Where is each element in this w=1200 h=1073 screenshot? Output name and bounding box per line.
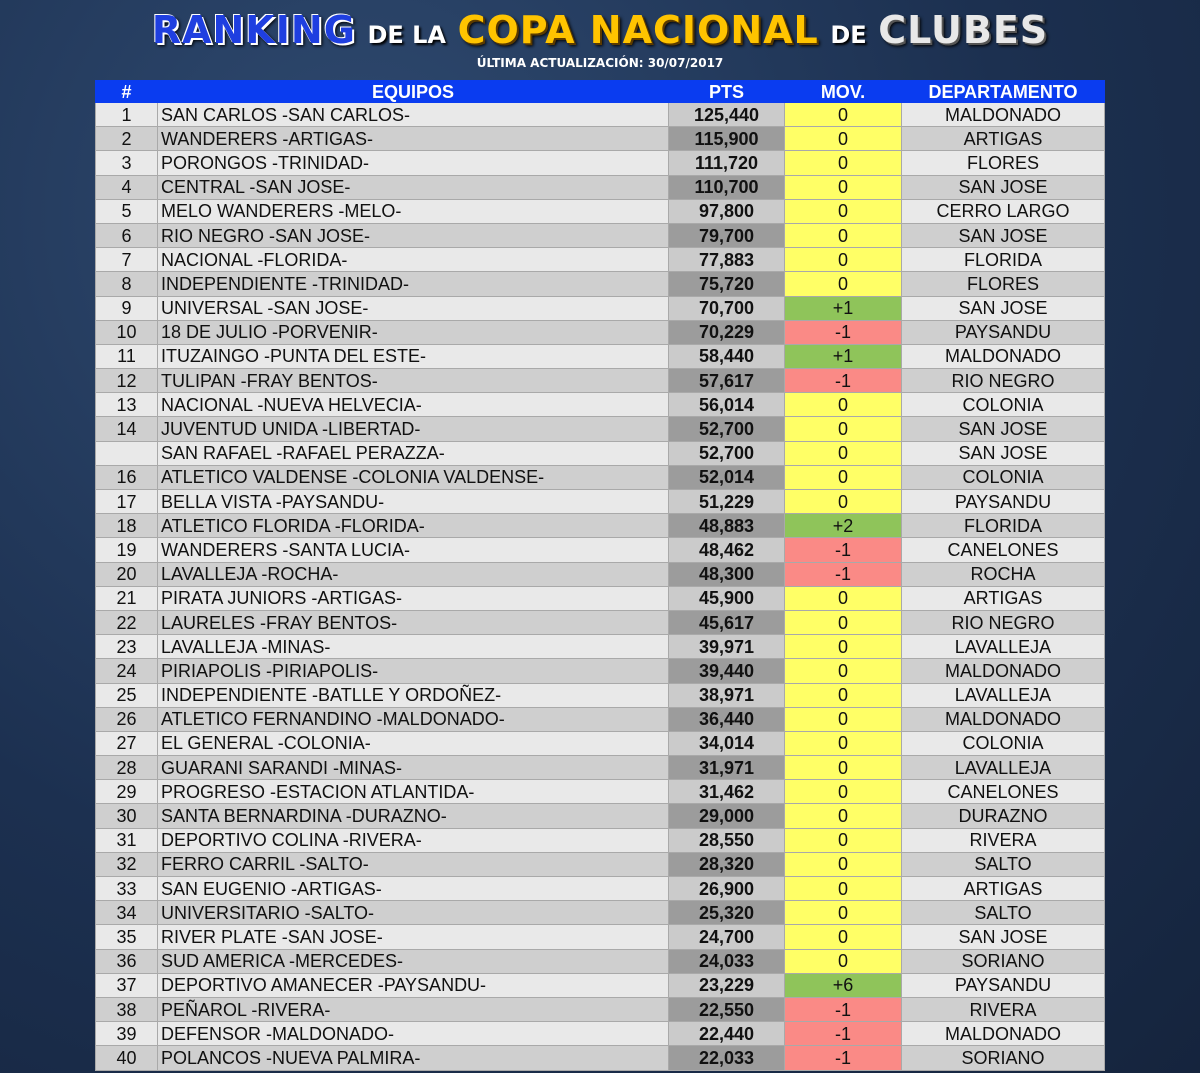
team-cell: UNIVERSITARIO -SALTO- <box>158 901 669 925</box>
points-cell: 58,440 <box>669 344 785 368</box>
rank-cell: 3 <box>96 151 158 175</box>
movement-cell: 0 <box>785 248 902 272</box>
column-header-rank: # <box>96 81 158 103</box>
department-cell: RIVERA <box>902 997 1105 1021</box>
table-row <box>96 514 1105 538</box>
rank-cell: 37 <box>96 973 158 997</box>
movement-cell: -1 <box>785 562 902 586</box>
department-cell: COLONIA <box>902 731 1105 755</box>
rank-cell: 23 <box>96 635 158 659</box>
team-cell: LAVALLEJA -ROCHA- <box>158 562 669 586</box>
table-row <box>96 852 1105 876</box>
title-de-la: DE LA <box>367 21 447 49</box>
movement-cell: 0 <box>785 683 902 707</box>
department-cell: LAVALLEJA <box>902 683 1105 707</box>
team-cell: LAVALLEJA -MINAS- <box>158 635 669 659</box>
movement-cell: 0 <box>785 635 902 659</box>
department-cell: FLORES <box>902 272 1105 296</box>
points-cell: 28,550 <box>669 828 785 852</box>
table-row <box>96 103 1105 127</box>
table-row <box>96 465 1105 489</box>
team-cell: PORONGOS -TRINIDAD- <box>158 151 669 175</box>
points-cell: 57,617 <box>669 369 785 393</box>
movement-cell: 0 <box>785 731 902 755</box>
table-row <box>96 538 1105 562</box>
team-cell: NACIONAL -NUEVA HELVECIA- <box>158 393 669 417</box>
table-row <box>96 272 1105 296</box>
table-row <box>96 490 1105 514</box>
department-cell: ARTIGAS <box>902 877 1105 901</box>
points-cell: 36,440 <box>669 707 785 731</box>
rank-cell: 26 <box>96 707 158 731</box>
points-cell: 28,320 <box>669 852 785 876</box>
movement-cell: 0 <box>785 780 902 804</box>
points-cell: 34,014 <box>669 731 785 755</box>
department-cell: MALDONADO <box>902 344 1105 368</box>
rank-cell: 8 <box>96 272 158 296</box>
team-cell: TULIPAN -FRAY BENTOS- <box>158 369 669 393</box>
table-row <box>96 175 1105 199</box>
team-cell: UNIVERSAL -SAN JOSE- <box>158 296 669 320</box>
department-cell: PAYSANDU <box>902 320 1105 344</box>
team-cell: DEPORTIVO COLINA -RIVERA- <box>158 828 669 852</box>
department-cell: MALDONADO <box>902 103 1105 127</box>
table-row <box>96 223 1105 247</box>
movement-cell: 0 <box>785 151 902 175</box>
rank-cell: 18 <box>96 514 158 538</box>
movement-cell: 0 <box>785 756 902 780</box>
department-cell: SAN JOSE <box>902 296 1105 320</box>
movement-cell: 0 <box>785 925 902 949</box>
department-cell: CERRO LARGO <box>902 199 1105 223</box>
table-row <box>96 441 1105 465</box>
table-row <box>96 1046 1105 1070</box>
department-cell: FLORES <box>902 151 1105 175</box>
team-cell: EL GENERAL -COLONIA- <box>158 731 669 755</box>
table-header-row <box>96 81 1105 103</box>
points-cell: 22,440 <box>669 1022 785 1046</box>
team-cell: DEFENSOR -MALDONADO- <box>158 1022 669 1046</box>
department-cell: SAN JOSE <box>902 441 1105 465</box>
department-cell: SORIANO <box>902 949 1105 973</box>
rank-cell: 12 <box>96 369 158 393</box>
points-cell: 23,229 <box>669 973 785 997</box>
points-cell: 22,033 <box>669 1046 785 1070</box>
table-row <box>96 199 1105 223</box>
points-cell: 111,720 <box>669 151 785 175</box>
table-row <box>96 635 1105 659</box>
points-cell: 26,900 <box>669 877 785 901</box>
team-cell: INDEPENDIENTE -BATLLE Y ORDOÑEZ- <box>158 683 669 707</box>
rank-cell: 21 <box>96 586 158 610</box>
team-cell: DEPORTIVO AMANECER -PAYSANDU- <box>158 973 669 997</box>
table-row <box>96 925 1105 949</box>
movement-cell: 0 <box>785 804 902 828</box>
movement-cell: 0 <box>785 610 902 634</box>
team-cell: ITUZAINGO -PUNTA DEL ESTE- <box>158 344 669 368</box>
points-cell: 31,462 <box>669 780 785 804</box>
movement-cell: -1 <box>785 1046 902 1070</box>
movement-cell: -1 <box>785 320 902 344</box>
points-cell: 97,800 <box>669 199 785 223</box>
table-row <box>96 707 1105 731</box>
rank-cell: 27 <box>96 731 158 755</box>
rank-cell: 6 <box>96 223 158 247</box>
department-cell: SALTO <box>902 901 1105 925</box>
table-row <box>96 997 1105 1021</box>
department-cell: PAYSANDU <box>902 973 1105 997</box>
team-cell: NACIONAL -FLORIDA- <box>158 248 669 272</box>
points-cell: 48,300 <box>669 562 785 586</box>
rank-cell: 31 <box>96 828 158 852</box>
team-cell: PEÑAROL -RIVERA- <box>158 997 669 1021</box>
department-cell: FLORIDA <box>902 248 1105 272</box>
movement-cell: -1 <box>785 369 902 393</box>
rank-cell: 24 <box>96 659 158 683</box>
points-cell: 56,014 <box>669 393 785 417</box>
movement-cell: 0 <box>785 877 902 901</box>
rank-cell: 1 <box>96 103 158 127</box>
points-cell: 52,700 <box>669 441 785 465</box>
movement-cell: 0 <box>785 103 902 127</box>
team-cell: POLANCOS -NUEVA PALMIRA- <box>158 1046 669 1070</box>
points-cell: 79,700 <box>669 223 785 247</box>
points-cell: 51,229 <box>669 490 785 514</box>
team-cell: CENTRAL -SAN JOSE- <box>158 175 669 199</box>
movement-cell: 0 <box>785 175 902 199</box>
department-cell: COLONIA <box>902 393 1105 417</box>
department-cell: FLORIDA <box>902 514 1105 538</box>
department-cell: LAVALLEJA <box>902 635 1105 659</box>
points-cell: 48,883 <box>669 514 785 538</box>
team-cell: ATLETICO FERNANDINO -MALDONADO- <box>158 707 669 731</box>
rank-cell <box>96 441 158 465</box>
team-cell: BELLA VISTA -PAYSANDU- <box>158 490 669 514</box>
movement-cell: 0 <box>785 465 902 489</box>
points-cell: 22,550 <box>669 997 785 1021</box>
rank-cell: 7 <box>96 248 158 272</box>
table-row <box>96 731 1105 755</box>
points-cell: 70,229 <box>669 320 785 344</box>
table-row <box>96 683 1105 707</box>
rank-cell: 28 <box>96 756 158 780</box>
team-cell: SAN CARLOS -SAN CARLOS- <box>158 103 669 127</box>
table-row <box>96 296 1105 320</box>
department-cell: RIO NEGRO <box>902 610 1105 634</box>
movement-cell: 0 <box>785 441 902 465</box>
movement-cell: -1 <box>785 538 902 562</box>
points-cell: 39,971 <box>669 635 785 659</box>
rank-cell: 22 <box>96 610 158 634</box>
rank-cell: 20 <box>96 562 158 586</box>
rank-cell: 17 <box>96 490 158 514</box>
points-cell: 45,900 <box>669 586 785 610</box>
movement-cell: +1 <box>785 296 902 320</box>
page-title <box>0 8 1200 52</box>
rank-cell: 19 <box>96 538 158 562</box>
department-cell: CANELONES <box>902 780 1105 804</box>
team-cell: SAN EUGENIO -ARTIGAS- <box>158 877 669 901</box>
column-header-department: DEPARTAMENTO <box>902 81 1105 103</box>
department-cell: MALDONADO <box>902 1022 1105 1046</box>
table-row <box>96 901 1105 925</box>
points-cell: 77,883 <box>669 248 785 272</box>
points-cell: 45,617 <box>669 610 785 634</box>
rank-cell: 14 <box>96 417 158 441</box>
movement-cell: 0 <box>785 828 902 852</box>
rank-cell: 32 <box>96 852 158 876</box>
rank-cell: 4 <box>96 175 158 199</box>
team-cell: SAN RAFAEL -RAFAEL PERAZZA- <box>158 441 669 465</box>
movement-cell: +2 <box>785 514 902 538</box>
movement-cell: 0 <box>785 707 902 731</box>
last-update: ÚLTIMA ACTUALIZACIÓN: 30/07/2017 <box>476 56 724 70</box>
department-cell: RIO NEGRO <box>902 369 1105 393</box>
team-cell: INDEPENDIENTE -TRINIDAD- <box>158 272 669 296</box>
table-row <box>96 344 1105 368</box>
points-cell: 38,971 <box>669 683 785 707</box>
points-cell: 24,033 <box>669 949 785 973</box>
points-cell: 70,700 <box>669 296 785 320</box>
team-cell: JUVENTUD UNIDA -LIBERTAD- <box>158 417 669 441</box>
department-cell: ROCHA <box>902 562 1105 586</box>
movement-cell: -1 <box>785 997 902 1021</box>
team-cell: PIRIAPOLIS -PIRIAPOLIS- <box>158 659 669 683</box>
table-row <box>96 393 1105 417</box>
table-row <box>96 877 1105 901</box>
table-body <box>96 103 1105 1071</box>
points-cell: 52,014 <box>669 465 785 489</box>
table-row <box>96 417 1105 441</box>
department-cell: COLONIA <box>902 465 1105 489</box>
title-copa-nacional: COPA NACIONAL <box>457 8 819 52</box>
department-cell: SAN JOSE <box>902 175 1105 199</box>
department-cell: SAN JOSE <box>902 417 1105 441</box>
movement-cell: 0 <box>785 901 902 925</box>
rank-cell: 34 <box>96 901 158 925</box>
movement-cell: 0 <box>785 223 902 247</box>
table-row <box>96 828 1105 852</box>
team-cell: ATLETICO VALDENSE -COLONIA VALDENSE- <box>158 465 669 489</box>
table-row <box>96 369 1105 393</box>
table-row <box>96 659 1105 683</box>
department-cell: MALDONADO <box>902 659 1105 683</box>
points-cell: 39,440 <box>669 659 785 683</box>
column-header-team: EQUIPOS <box>158 81 669 103</box>
rank-cell: 35 <box>96 925 158 949</box>
department-cell: ARTIGAS <box>902 586 1105 610</box>
department-cell: LAVALLEJA <box>902 756 1105 780</box>
points-cell: 25,320 <box>669 901 785 925</box>
table-row <box>96 127 1105 151</box>
rank-cell: 11 <box>96 344 158 368</box>
table-row <box>96 562 1105 586</box>
department-cell: MALDONADO <box>902 707 1105 731</box>
rank-cell: 16 <box>96 465 158 489</box>
ranking-table <box>95 80 1105 1071</box>
points-cell: 125,440 <box>669 103 785 127</box>
table-row <box>96 756 1105 780</box>
movement-cell: 0 <box>785 393 902 417</box>
team-cell: ATLETICO FLORIDA -FLORIDA- <box>158 514 669 538</box>
team-cell: SUD AMERICA -MERCEDES- <box>158 949 669 973</box>
rank-cell: 38 <box>96 997 158 1021</box>
department-cell: SAN JOSE <box>902 223 1105 247</box>
movement-cell: -1 <box>785 1022 902 1046</box>
rank-cell: 2 <box>96 127 158 151</box>
team-cell: FERRO CARRIL -SALTO- <box>158 852 669 876</box>
rank-cell: 36 <box>96 949 158 973</box>
points-cell: 52,700 <box>669 417 785 441</box>
team-cell: GUARANI SARANDI -MINAS- <box>158 756 669 780</box>
department-cell: SAN JOSE <box>902 925 1105 949</box>
department-cell: SALTO <box>902 852 1105 876</box>
department-cell: RIVERA <box>902 828 1105 852</box>
points-cell: 31,971 <box>669 756 785 780</box>
points-cell: 75,720 <box>669 272 785 296</box>
rank-cell: 5 <box>96 199 158 223</box>
title-clubes: CLUBES <box>878 8 1049 52</box>
department-cell: CANELONES <box>902 538 1105 562</box>
points-cell: 29,000 <box>669 804 785 828</box>
rank-cell: 30 <box>96 804 158 828</box>
rank-cell: 9 <box>96 296 158 320</box>
movement-cell: 0 <box>785 127 902 151</box>
movement-cell: 0 <box>785 272 902 296</box>
team-cell: RIVER PLATE -SAN JOSE- <box>158 925 669 949</box>
movement-cell: 0 <box>785 659 902 683</box>
table-row <box>96 973 1105 997</box>
movement-cell: 0 <box>785 586 902 610</box>
movement-cell: 0 <box>785 417 902 441</box>
department-cell: PAYSANDU <box>902 490 1105 514</box>
rank-cell: 39 <box>96 1022 158 1046</box>
points-cell: 115,900 <box>669 127 785 151</box>
department-cell: DURAZNO <box>902 804 1105 828</box>
rank-cell: 40 <box>96 1046 158 1070</box>
team-cell: LAURELES -FRAY BENTOS- <box>158 610 669 634</box>
table-row <box>96 1022 1105 1046</box>
table-row <box>96 586 1105 610</box>
table-row <box>96 320 1105 344</box>
team-cell: WANDERERS -ARTIGAS- <box>158 127 669 151</box>
title-de: DE <box>830 21 867 49</box>
movement-cell: 0 <box>785 949 902 973</box>
rank-cell: 10 <box>96 320 158 344</box>
column-header-points: PTS <box>669 81 785 103</box>
rank-cell: 29 <box>96 780 158 804</box>
team-cell: WANDERERS -SANTA LUCIA- <box>158 538 669 562</box>
team-cell: PIRATA JUNIORS -ARTIGAS- <box>158 586 669 610</box>
movement-cell: 0 <box>785 490 902 514</box>
movement-cell: +1 <box>785 344 902 368</box>
team-cell: SANTA BERNARDINA -DURAZNO- <box>158 804 669 828</box>
team-cell: MELO WANDERERS -MELO- <box>158 199 669 223</box>
points-cell: 110,700 <box>669 175 785 199</box>
rank-cell: 13 <box>96 393 158 417</box>
points-cell: 48,462 <box>669 538 785 562</box>
title-ranking: RANKING <box>151 8 356 52</box>
table-row <box>96 804 1105 828</box>
table-row <box>96 248 1105 272</box>
movement-cell: +6 <box>785 973 902 997</box>
team-cell: PROGRESO -ESTACION ATLANTIDA- <box>158 780 669 804</box>
rank-cell: 33 <box>96 877 158 901</box>
rank-cell: 25 <box>96 683 158 707</box>
team-cell: 18 DE JULIO -PORVENIR- <box>158 320 669 344</box>
team-cell: RIO NEGRO -SAN JOSE- <box>158 223 669 247</box>
movement-cell: 0 <box>785 852 902 876</box>
column-header-movement: MOV. <box>785 81 902 103</box>
table-row <box>96 949 1105 973</box>
movement-cell: 0 <box>785 199 902 223</box>
department-cell: SORIANO <box>902 1046 1105 1070</box>
table-row <box>96 151 1105 175</box>
table-row <box>96 780 1105 804</box>
department-cell: ARTIGAS <box>902 127 1105 151</box>
points-cell: 24,700 <box>669 925 785 949</box>
table-row <box>96 610 1105 634</box>
